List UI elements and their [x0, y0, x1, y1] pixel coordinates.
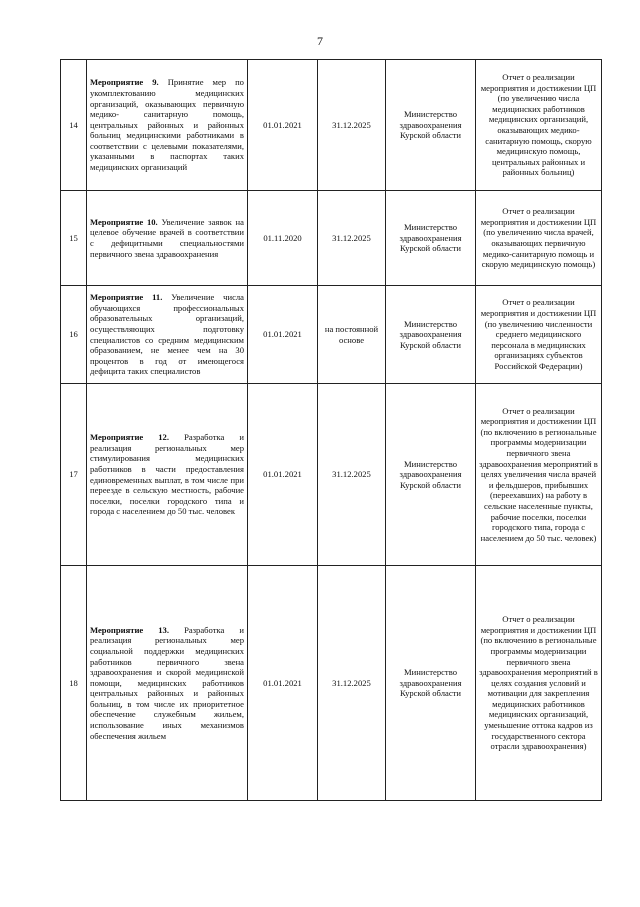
activity-title: Мероприятие 9. — [90, 77, 159, 88]
result-description: Отчет о реализации мероприятия и достижении ЦП (по увеличению числа медицинских работников медицинских организаций, оказывающих медико-санитарную помощь, скорую медицинскую помощь, центральных районных и районных больниц) — [476, 60, 602, 191]
activity-text: Разработка и реализация региональных мер стимулирования медицинских работников в части предоставления единовременных выплат, в том числе при переезде в сельскую местность, рабочие поселки, поселки городского типа и города с населением до 50 тыс. человек — [90, 432, 244, 517]
table-row — [61, 384, 602, 566]
activity-text: Разработка и реализация региональных мер социальной поддержки медицинских работников первичного звена здравоохранения и скорой медицинской помощи, медицинских работников центральных районных и районных больниц, в том числе их приоритетное обеспечение служебным жильем, использование иных механизмов обеспечения жильем — [90, 624, 244, 741]
result-description: Отчет о реализации мероприятия и достижении ЦП (по увеличению численности среднего медицинского персонала в медицинских организациях субъектов Российской Федерации) — [476, 286, 602, 384]
executor: Министерство здравоохранения Курской области — [386, 286, 476, 384]
activity-title: Мероприятие 12. — [90, 432, 169, 443]
activity-text: Увеличение заявок на целевое обучение врачей в соответствии с дефицитными специальностями первичного звена здравоохранения — [90, 216, 244, 259]
row-number: 16 — [61, 286, 87, 384]
activity-title: Мероприятие 10. — [90, 216, 158, 227]
activity-description — [87, 384, 248, 566]
table-row — [61, 566, 602, 801]
table-row — [61, 191, 602, 286]
activities-table — [60, 59, 602, 801]
page-number: 7 — [317, 34, 323, 48]
row-number: 15 — [61, 191, 87, 286]
result-description: Отчет о реализации мероприятия и достижении ЦП (по включению в региональные программы модернизации первичного звена здравоохранения мероприятий в целях увеличения числа врачей и фельдшеров, прибывших (переехавших) на работу в сельские населенные пункты, рабочие поселки, поселки городского типа, города с населением до 50 тыс. человек) — [476, 384, 602, 566]
start-date: 01.11.2020 — [248, 191, 318, 286]
executor: Министерство здравоохранения Курской области — [386, 566, 476, 801]
start-date: 01.01.2021 — [248, 60, 318, 191]
executor: Министерство здравоохранения Курской области — [386, 191, 476, 286]
table-row — [61, 60, 602, 191]
start-date: 01.01.2021 — [248, 566, 318, 801]
activity-text: Увеличение числа обучающихся профессиональных образовательных организаций, осуществляющих подготовку специалистов со средним медицинским образованием, не менее чем на 30 процентов в год от имеющегося дефицита таких специалистов — [90, 292, 244, 377]
activity-text: Принятие мер по укомплектованию медицинских организаций, оказывающих первичную медико- санитарную помощь, центральных районных и районных больниц медицинскими работниками в соответствии с целевыми показателями, указанными в паспортах таких медицинских организаций — [90, 77, 244, 173]
end-date: 31.12.2025 — [318, 191, 386, 286]
result-description: Отчет о реализации мероприятия и достижении ЦП (по включению в региональные программы модернизации первичного звена здравоохранения мероприятий в целях создания условий и мотивации для закрепления медицинских работников медицинских организаций, уменьшение оттока кадров из государственного сектора отрасли здравоохранения) — [476, 566, 602, 801]
row-number: 14 — [61, 60, 87, 191]
result-description: Отчет о реализации мероприятия и достижении ЦП (по увеличению числа врачей, оказывающих первичную медико-санитарную помощь и скорую медицинскую помощь) — [476, 191, 602, 286]
end-date: 31.12.2025 — [318, 60, 386, 191]
start-date: 01.01.2021 — [248, 384, 318, 566]
row-number: 18 — [61, 566, 87, 801]
activity-description — [87, 566, 248, 801]
executor: Министерство здравоохранения Курской области — [386, 60, 476, 191]
table-row — [61, 286, 602, 384]
start-date: 01.01.2021 — [248, 286, 318, 384]
end-date: на постоянной основе — [318, 286, 386, 384]
end-date: 31.12.2025 — [318, 566, 386, 801]
activity-title: Мероприятие 13. — [90, 624, 169, 635]
activity-description — [87, 286, 248, 384]
activity-description — [87, 191, 248, 286]
executor: Министерство здравоохранения Курской области — [386, 384, 476, 566]
row-number: 17 — [61, 384, 87, 566]
activity-description — [87, 60, 248, 191]
activity-title: Мероприятие 11. — [90, 292, 163, 303]
end-date: 31.12.2025 — [318, 384, 386, 566]
